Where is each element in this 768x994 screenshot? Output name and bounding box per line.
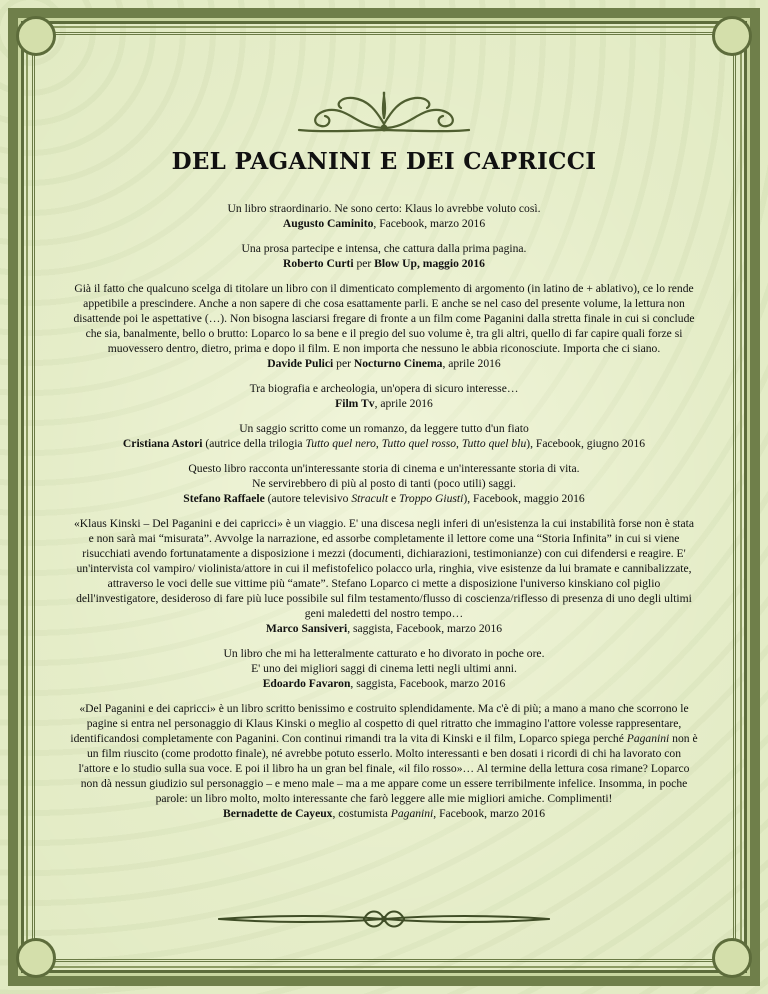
review-author: Film Tv (335, 397, 375, 410)
review-credit (70, 491, 698, 506)
review-text: Ne servirebbero di più al posto di tanti (poco utili) saggi. (252, 477, 516, 490)
corner-ornament-icon (16, 938, 56, 978)
review-curti (70, 241, 698, 271)
book-title: Tutto quel rosso (381, 437, 457, 450)
review-text: Un libro straordinario. Ne sono certo: Klaus lo avrebbe voluto così. (227, 202, 541, 215)
review-text: E' uno dei migliori saggi di cinema letti negli ultimi anni. (251, 662, 517, 675)
review-source: Nocturno Cinema (353, 357, 443, 370)
review-author: Davide Pulici (267, 357, 334, 370)
review-source: (autrice della trilogia (202, 437, 306, 450)
corner-ornament-icon (16, 16, 56, 56)
review-cayeux (70, 701, 698, 821)
review-date: , Facebook, marzo 2016 (433, 807, 546, 820)
film-title: Paganini (390, 807, 434, 820)
review-astori (70, 421, 698, 451)
review-text: Questo libro racconta un'interessante storia di cinema e un'interessante storia di vita. (188, 462, 580, 475)
review-source: , costumista (332, 807, 391, 820)
review-caminito (70, 201, 698, 231)
top-flourish-icon (289, 88, 479, 134)
corner-ornament-icon (712, 16, 752, 56)
review-source: (autore televisivo (264, 492, 352, 505)
review-source: , saggista, Facebook, marzo 2016 (350, 677, 506, 690)
review-raffaele (70, 461, 698, 506)
review-text: Una prosa partecipe e intensa, che cattura dalla prima pagina. (241, 242, 527, 255)
review-author: Augusto Caminito (282, 217, 374, 230)
review-date: ), Facebook, giugno 2016 (526, 437, 646, 450)
review-text-part: «Del Paganini e dei capricci» è un libro scritto benissimo e costruito splendidamente. Ma c'è di più; a mano a mano che scorrono le pagine si entra nel personaggio di Klaus Kinski o meglio al cospetto di quel ritratto che immagino l'attore volesse rappresentare, identificandosi completamente con Paganini. Con continui rimandi tra la vita di Kinski e il film, Loparco spiega perché (70, 702, 689, 745)
show-title: Stracult (351, 492, 389, 505)
book-title: Tutto quel nero (305, 437, 376, 450)
show-title: Troppo Giusti (399, 492, 464, 505)
review-date: , aprile 2016 (374, 397, 433, 410)
review-text-part: non è un film riuscito (come prodotto finale), né avrebbe potuto esserlo. Molto interessanti e ben dosati i ricordi di chi ha lavorato con l'attore e lo studio sulla sua voce. E poi il libro ha un gran bel finale, «il filo rosso»… Al termine della lettura cosa rimane? Loparco non dà nessun giudizio sul personaggio – e meno male – ma a me appare come un essere terribilmente infelice. Insomma, in poche parole: un libro molto, molto interessante che farò leggere alle mie migliori amiche. Complimenti! (78, 732, 698, 805)
review-source: Blow Up, maggio 2016 (374, 257, 485, 270)
review-text: Tra biografia e archeologia, un'opera di sicuro interesse… (249, 382, 519, 395)
review-credit (70, 621, 698, 636)
review-author: Roberto Curti (283, 257, 354, 270)
review-date: ), Facebook, maggio 2016 (463, 492, 585, 505)
review-sansiveri (70, 516, 698, 636)
review-credit (70, 396, 698, 411)
review-credit (70, 356, 698, 371)
separator: , (456, 437, 462, 450)
review-author: Edoardo Favaron (262, 677, 351, 690)
review-text (70, 701, 698, 806)
review-favaron (70, 646, 698, 691)
review-credit (70, 216, 698, 231)
review-per: per (353, 257, 375, 270)
page-title: DEL PAGANINI E DEI CAPRICCI (171, 148, 597, 175)
review-pulici (70, 281, 698, 371)
bottom-flourish-icon (214, 905, 554, 933)
reviews-content (70, 148, 698, 831)
review-credit (70, 806, 698, 821)
review-author: Marco Sansiveri (265, 622, 348, 635)
review-credit (70, 436, 698, 451)
review-text: Un libro che mi ha letteralmente catturato e ho divorato in poche ore. (223, 647, 545, 660)
review-author: Cristiana Astori (122, 437, 203, 450)
book-title: Tutto quel blu (461, 437, 527, 450)
review-text: «Klaus Kinski – Del Paganini e dei capricci» è un viaggio. E' una discesa negli inferi di un'esistenza la cui instabilità forse non è stata e non sarà mai “misurata”. Avvolge la narrazione, ed assorbe completamente il lettore come una “Storia Infinita” in cui si viene risucchiati avendo fortunatamente a disposizione i mezzi (documenti, dichiarazioni, testimonianze) con cui difendersi e reagire. E' un'intervista col vampiro/ violinista/attore in cui il mefistofelico polacco urla, ringhia, vive esistenze da lui bramate e cannibalizzate, attraverso le voci delle sue vittime più “amate”. Stefano Loparco ci mette a disposizione l'universo kinskiano col piglio dell'investigatore, desideroso di fare più luce possibile sul film testamento/flusso di coscienza/riflesso di presenza di uno degli ultimi geni maledetti del nostro tempo… (73, 517, 695, 620)
review-credit (70, 256, 698, 271)
review-credit (70, 676, 698, 691)
review-text: Già il fatto che qualcuno scelga di titolare un libro con il dimenticato complemento di argomento (in latino de + ablativo), ce lo rende appetibile a prescindere. Anche a non sapere di che cosa esattamente parli. E anche se nel caso del presente volume, la lettura non disattende poi le aspettative (…). Non bisogna lasciarsi fregare di fronte a un film come Paganini dalla stretta finale in cui si conclude che sia, banalmente, bello o brutto: Loparco lo sa bene e il pregio del suo volume è, tra gli altri, quello di far capire quali forze si muovessero dentro, dietro, prima e dopo il film. E non importa che nessuno le abbia riconosciute. Importa che ci siano. (73, 282, 695, 355)
review-date: , aprile 2016 (442, 357, 501, 370)
review-filmtv (70, 381, 698, 411)
film-title: Paganini (626, 732, 670, 745)
review-source: , saggista, Facebook, marzo 2016 (347, 622, 503, 635)
review-author: Bernadette de Cayeux (222, 807, 333, 820)
review-source: , Facebook, marzo 2016 (373, 217, 486, 230)
separator: e (388, 492, 400, 505)
corner-ornament-icon (712, 938, 752, 978)
review-author: Stefano Raffaele (183, 492, 265, 505)
separator: , (375, 437, 382, 450)
review-text: Un saggio scritto come un romanzo, da leggere tutto d'un fiato (239, 422, 529, 435)
review-per: per (333, 357, 354, 370)
